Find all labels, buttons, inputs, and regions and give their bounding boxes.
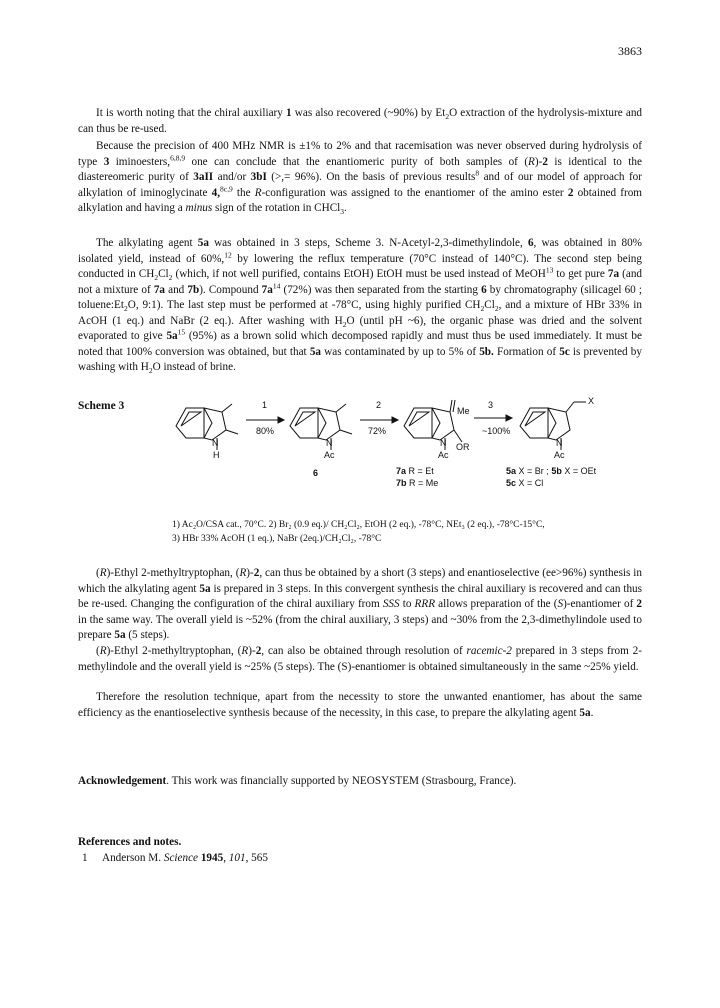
paragraph-efficiency: Therefore the resolution technique, apart from the necessity to store the unwanted enantiomer, has about the same efficiency as the enantioselective synthesis because of the necessity, in this case, to prepare the alkylating agent 5a. — [78, 691, 642, 719]
step-3-number: 3 — [488, 400, 494, 410]
compound-5a-5b-line: 5a X = Br ; 5b X = OEt — [506, 466, 597, 476]
indole-structure-1 — [176, 404, 238, 450]
step-2-number: 2 — [376, 400, 382, 410]
step-3-yield: ~100% — [482, 426, 511, 436]
atom-n-label: N — [326, 438, 333, 448]
paragraph-alkylating-agent: The alkylating agent 5a was obtained in 3 steps, Scheme 3. N-Acetyl-2,3-dimethylindole, 6, was obtained in 80% isolated yield, instead of 60%,$^{12}$ by lowering the reflux temperature (70°C instead of 140°C). The second step being conducted in $CH_2Cl_2$ (which, if not well purified, contains EtOH) EtOH must be used instead of MeOH$^{13}$ to get pure 7a (and not a mixture of 7a and 7b). Compound $7a^{14}$ (72%) was then separated from the starting 6 by chromatography (silicagel 60 ; $toluene:Et_2O$, 9:1). The last step must be performed at -78°C, using highly purified $CH_2Cl_2$, and a mixture of HBr 33% in AcOH (1 eq.) and NaBr (2 eq.). After washing with $H_2O$ (until pH ~6), the organic phase was dried and the solvent evaporated to give $5a^{15}$ (95%) as a brown solid which decomposed rapidly and must thus be used immediately. It must be noted that 100% conversion was obtained, but that 5a was contaminated by up to 5% of 5b. Formation of 5c is prevented by washing with $H_2O$ instead of brine. — [78, 237, 643, 376]
reference-1: 1 Anderson M. Science 1945, 101, 565 — [82, 852, 268, 864]
scheme-3-diagram — [170, 390, 640, 500]
indoline-structure-7 — [404, 400, 462, 450]
acknowledgement-heading: Acknowledgement — [78, 775, 167, 787]
indole-structure-6 — [290, 404, 352, 450]
scheme-label: Scheme 3 — [78, 400, 125, 412]
scheme-caption-line-2: 3) HBr 33% AcOH (1 eq.), NaBr (2eq.)/CH₂Cl₂, -78°C — [172, 534, 382, 544]
compound-7b-line: 7b R = Me — [396, 478, 439, 488]
references-heading: References and notes. — [78, 836, 182, 848]
atom-ac-label: Ac — [324, 450, 335, 460]
paragraph-short-synthesis: (R)-Ethyl 2-methyltryptophan, (R)-2, can thus be obtained by a short (3 steps) and enantioselective (ee>96%) synthesis in which the alkylating agent 5a is prepared in 3 steps. In this convergent synthesis the chiral auxiliary is recovered and can thus be re-used. Changing the configuration of the chiral auxiliary from SSS to RRR allows preparation of the (S)-enantiomer of 2 in the same way. The overall yield is ~52% (from the chiral auxiliary, 3 steps) and ~30% from the 2,3-dimethylindole used to prepare 5a (5 steps). — [78, 567, 643, 641]
paragraph-auxiliary-recovery: It is worth noting that the chiral auxiliary 1 was also recovered (~90%) by $Et_2O$ extraction of the hydrolysis-mixture and can thus be re-used. — [78, 107, 643, 135]
atom-x-label: X — [588, 396, 595, 406]
paragraph-resolution: (R)-Ethyl 2-methyltryptophan, (R)-2, can also be obtained through resolution of racemic-2 prepared in 3 steps from 2-methylindole and the overall yield is ~25% (5 steps). The (S)-enantiomer is obtained simultaneously in the same ~25% yield. — [78, 645, 642, 673]
scheme-caption-line-1: 1) Ac₂O/CSA cat., 70°C. 2) Br₂ (0.9 eq.)/ CH₂Cl₂, EtOH (2 eq.), -78°C, NEt₃ (2 eq.), -78°C-15°C, — [172, 520, 545, 530]
atom-me-label: Me — [457, 406, 470, 416]
step-1-yield: 80% — [256, 426, 275, 436]
paragraph-enantiomeric-purity: Because the precision of 400 MHz NMR is ±1% to 2% and that racemisation was never observed during hydrolysis of type 3 iminoesters,$^{6,8,9}$ one can conclude that the enantiomeric purity of both samples of (R)-2 is identical to the diastereomeric purity of 3aII and/or 3bI (>,= 96%). On the basis of previous results$^8$ and of our model of approach for alkylation of iminoglycinate 4,$^{8c,9}$ the R-configuration was assigned to the enantiomer of the amino ester 2 obtained from alkylation and having a minus sign of the rotation in CHCl$_3$. — [78, 140, 643, 217]
step-2-yield: 72% — [368, 426, 387, 436]
atom-n-label: N — [440, 438, 447, 448]
atom-h-label: H — [213, 450, 220, 460]
atom-n-label: N — [556, 438, 563, 448]
acknowledgement: Acknowledgement. This work was financially supported by NEOSYSTEM (Strasbourg, France). — [78, 775, 517, 787]
atom-ac-label: Ac — [438, 450, 449, 460]
atom-n-label: N — [212, 438, 219, 448]
compound-7a-line: 7a R = Et — [396, 466, 434, 476]
atom-ac-label: Ac — [554, 450, 565, 460]
atom-or-label: OR — [456, 442, 470, 452]
step-1-number: 1 — [262, 400, 268, 410]
compound-5c-line: 5c X = Cl — [506, 478, 544, 488]
compound-6-id: 6 — [313, 468, 319, 478]
page-number: 3863 — [618, 44, 642, 58]
indole-structure-5 — [520, 402, 586, 450]
